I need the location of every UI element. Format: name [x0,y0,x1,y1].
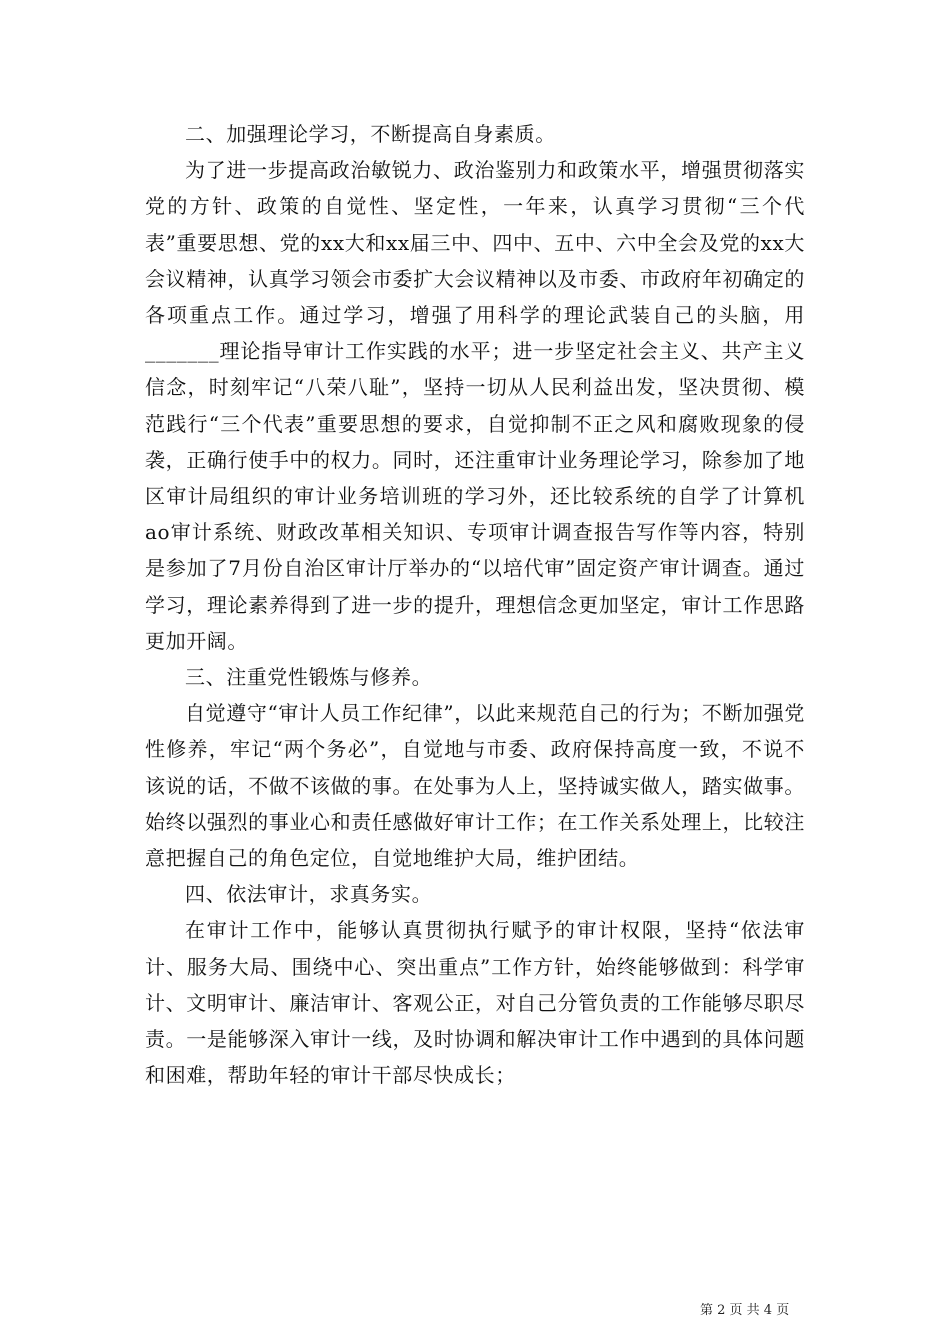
section-heading-theory-study: 二、加强理论学习，不断提高自身素质。 [185,122,556,146]
paragraph-theory-study: 为了进一步提高政治敏锐力、政治鉴别力和政策水平，增强贯彻落实党的方针、政策的自觉性、坚定性，一年来，认真学习贯彻“三个代表”重要思想、党的xx大和xx届三中、四中、五中、六中全会及党的xx大会议精神，认真学习领会市委扩大会议精神以及市委、市政府年初确定的各项重点工作。通过学习，增强了用科学的理论武装自己的头脑，用_______理论指导审计工作实践的水平；进一步坚定社会主义、共产主义信念，时刻牢记“八荣八耻”，坚持一切从人民利益出发，坚决贯彻、模范践行“三个代表”重要思想的要求，自觉抑制不正之风和腐败现象的侵袭，正确行使手中的权力。同时，还注重审计业务理论学习，除参加了地区审计局组织的审计业务培训班的学习外，还比较系统的自学了计算机ao审计系统、财政改革相关知识、专项审计调查报告写作等内容，特别是参加了7月份自治区审计厅举办的“以培代审”固定资产审计调查。通过学习，理论素养得到了进一步的提升，理想信念更加坚定，审计工作思路更加开阔。 [145,158,805,653]
section-heading-party-spirit: 三、注重党性锻炼与修养。 [185,665,433,690]
paragraph-party-spirit: 自觉遵守“审计人员工作纪律”，以此来规范自己的行为；不断加强党性修养，牢记“两个务必”，自觉地与市委、政府保持高度一致，不说不该说的话，不做不该做的事。在处事为人上，坚持诚实做人，踏实做事。始终以强烈的事业心和责任感做好审计工作；在工作关系处理上，比较注意把握自己的角色定位，自觉地维护大局，维护团结。 [145,701,805,871]
paragraph-lawful-audit: 在审计工作中，能够认真贯彻执行赋予的审计权限，坚持“依法审计、服务大局、围绕中心、突出重点”工作方针，始终能够做到：科学审计、文明审计、廉洁审计、客观公正，对自己分管负责的工作能够尽职尽责。一是能够深入审计一线，及时协调和解决审计工作中遇到的具体问题和困难，帮助年轻的审计干部尽快成长； [145,918,805,1088]
page-number-footer: 第 2 页 共 4 页 [700,1303,790,1318]
document-body [145,116,805,1093]
section-heading-lawful-audit: 四、依法审计，求真务实。 [185,882,433,907]
